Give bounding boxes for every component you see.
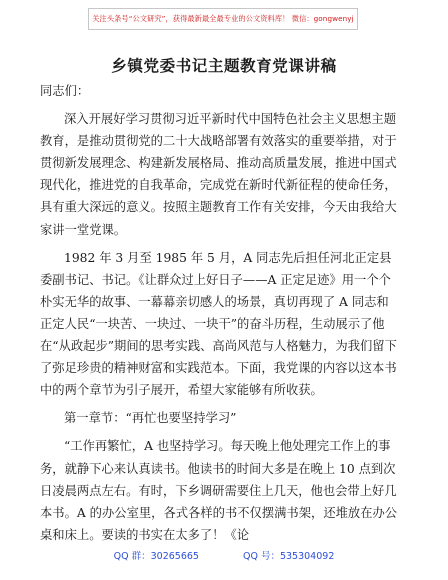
paragraph-3: “工作再繁忙，A 也坚持学习。每天晚上他处理完工作上的事务，就静下心来认真读书。他读书的时间大多是在晚上 10 点到次日凌晨两点左右。有时，下乡调研需要住上几天，他也会带上好几本书。A 的办公室里，各式各样的书不仅摆满书架，还堆放在办公桌和床上。要读的书实在太多了！《论 — [40, 439, 398, 542]
paragraph-1: 深入开展好学习贯彻习近平新时代中国特色社会主义思想主题教育，是推动贯彻党的二十大战略部署有效落实的重要举措，对于贯彻新发展理念、构建新发展格局、推动高质量发展，推进中国式现代化，推进党的自我革命，完成党在新时代新征程的使命任务，具有重大深远的意义。按照主题教育工作有关安排，今天由我给大家讲一堂党课。 — [40, 112, 397, 237]
promo-banner-text: 关注头条号“公文研究”，获得最新最全最专业的公文资料库！ 微信：gongwenyj — [92, 14, 354, 23]
document-body — [40, 80, 400, 546]
promo-banner — [88, 8, 358, 30]
section-heading-1: 第一章节：“再忙也要坚持学习” — [64, 411, 237, 426]
greeting: 同志们： — [40, 84, 90, 98]
document-title: 乡镇党委书记主题教育党课讲稿 — [111, 56, 337, 75]
footer-contacts — [0, 548, 448, 562]
paragraph-2: 1982 年 3 月至 1985 年 5 月，A 同志先后担任河北正定县委副书记、书记。《让群众过上好日子——A 正定足迹》用一个个朴实无华的故事、一幕幕亲切感人的场景，真切再现了 A 同志和正定人民“一块苦、一块过、一块干”的奋斗历程，生动展示了他在“从政起步”期间的思考实践、高尚风范与人格魅力，为我们留下了弥足珍贵的精神财富和实践范本。下面，我党课的内容以这本书中的两个章节为引子展开，希望大家能够有所收获。 — [40, 250, 397, 398]
qq-group: QQ 群：30265665 — [113, 551, 199, 562]
qq-number: QQ 号：535304092 — [242, 551, 335, 562]
